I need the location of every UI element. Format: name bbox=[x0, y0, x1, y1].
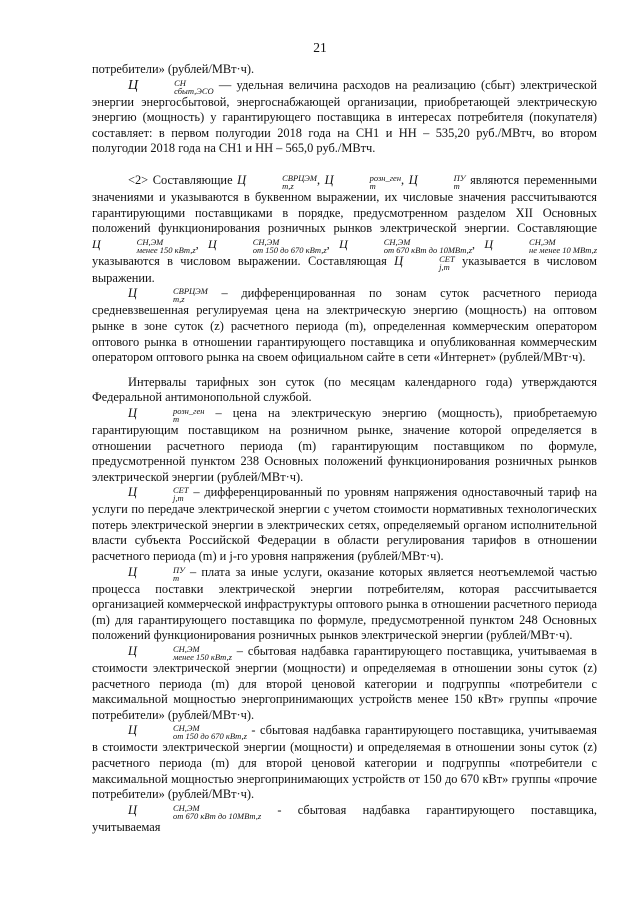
formula-symbol-snem-670-10: Ц СН,ЭМ от 670 кВт до 10МВт,z bbox=[128, 802, 262, 821]
formula-symbol-rozn-gen: Ц розн_ген m bbox=[324, 172, 402, 191]
document-body bbox=[92, 62, 597, 835]
paragraph-svrcem: Ц СВРЦЭМ m,z – дифференцированная по зонам суток расчетного периода средневзвешенная регулируемая цена на электрическую энергию (мощность) на оптовом рынке в зоне суток (z) расчетного периода (m), определенная коммерческим оператором оптового рынка в отношении гарантирующего поставщика и опубликованная коммерческим оператором оптового рынка на своем официальном сайте в сети «Интернет» (рублей/МВт·ч). bbox=[92, 286, 597, 365]
paragraph-rozn-gen: Ц розн_ген m – цена на электрическую энергию (мощность), приобретаемую гарантирующим поставщиком на розничном рынке, значение которой определяется в отношении расчетного периода (m) гарантирующим поставщиком по формуле, предусмотренной пунктом 238 Основных положений функционирования розничных рынков электрической энергии (рублей/МВт·ч). bbox=[92, 405, 597, 484]
formula-symbol-ts-sbyt-eso: Ц СН сбыт,ЭСО bbox=[128, 77, 214, 96]
paragraph-note-2: <2> Составляющие Ц СВРЦЭМ m,z , Ц розн_ген m , Ц ПУ m являются переменными значениями и указываются в буквенном выражении, их числовые значения рассчитываются гарантирующими поставщиками в порядке, предусмотренном разделом XII Основных положений функционирования розничных рынков электрической энергии. Составляющие Ц СН,ЭМ менее 150 кВт,z , Ц СН,ЭМ от 150 до 670 кВт,z , Ц СН,ЭМ от 670 кВт до 10МВт,z , Ц СН,ЭМ не менее 10 МВт,z указываются в числовом выражении. Составляющая Ц СЕТ j,m указывается в числовом выражении. bbox=[92, 172, 598, 285]
formula-symbol-row: Ц СН,ЭМ менее 150 кВт,z , Ц СН,ЭМ от 150 до 670 кВт,z , Ц СН,ЭМ от 670 кВт до 10МВт,z , Ц СН,ЭМ не менее 10 МВт,z bbox=[92, 236, 598, 255]
paragraph-pu: Ц ПУ m – плата за иные услуги, оказание которых является неотъемлемой частью процесса поставки электрической энергии потребителям, которая рассчитывается организацией коммерческой инфраструктуры оптового рынка в отношении расчетного периода (m) для гарантирующего поставщика по формуле, предусмотренной пунктом 248 Основных положений функционирования розничных рынков электрической энергии (рублей/МВт·ч). bbox=[92, 564, 597, 643]
paragraph-sbyt-eso: Ц СН сбыт,ЭСО — удельная величина расходов на реализацию (сбыт) электрической энергии энергосбытовой, энергоснабжающей организации, приобретающей электрическую энергию (мощность) у гарантирующего поставщика в интересах потребителя (покупателя) составляет: в первом полугодии 2018 года на СН1 и НН – 535,20 руб./МВтч, во втором полугодии 2018 года на СН1 и НН – 565,0 руб./МВтч. bbox=[92, 77, 597, 156]
paragraph-snem-150-670: Ц СН,ЭМ от 150 до 670 кВт,z - сбытовая надбавка гарантирующего поставщика, учитываемая в стоимости электрической энергии (мощности) и определяемая в отношении зоны суток (z) расчетного периода (m) для второй ценовой категории и подгруппы «потребители с максимальной мощностью энергопринимающих устройств от 150 до 670 кВт» группы «прочие потребители» (рублей/МВт·ч). bbox=[92, 723, 597, 802]
formula-symbol-svrcem: Ц СВРЦЭМ m,z bbox=[237, 172, 317, 191]
formula-symbol-set-def: Ц СЕТ j,m bbox=[128, 485, 189, 504]
formula-symbol-snem-lt150: Ц СН,ЭМ менее 150 кВт,z bbox=[128, 644, 232, 663]
paragraph-zones: Интервалы тарифных зон суток (по месяцам календарного года) утверждаются Федеральной антимонопольной службой. bbox=[92, 374, 597, 405]
paragraph-snem-670-10: Ц СН,ЭМ от 670 кВт до 10МВт,z - сбытовая надбавка гарантирующего поставщика, учитываемая bbox=[92, 802, 597, 834]
paragraph-snem-lt150: Ц СН,ЭМ менее 150 кВт,z – сбытовая надбавка гарантирующего поставщика, учитываемая в стоимости электрической энергии (мощности) и определяемая в отношении зоны суток (z) расчетного периода (m) для второй ценовой категории и подгруппы «потребители с максимальной мощностью энергопринимающих устройств менее 150 кВт» группы «прочие потребители» (рублей/МВт·ч). bbox=[92, 644, 597, 722]
formula-symbol-svrcem-def: Ц СВРЦЭМ m,z bbox=[128, 286, 208, 305]
page-number: 21 bbox=[313, 40, 327, 55]
paragraph-set: Ц СЕТ j,m – дифференцированный по уровням напряжения одноставочный тариф на услуги по передаче электрической энергии с учетом стоимости нормативных технологических потерь электрической энергии в электрических сетях, определяемый органом исполнительной власти субъекта Российской Федерации в области регулирования тарифов в отношении расчетного периода (m) и j-го уровня напряжения (рублей/МВт·ч). bbox=[92, 485, 597, 564]
formula-symbol-pu: Ц ПУ m bbox=[408, 172, 466, 191]
formula-symbol-pu-def: Ц ПУ m bbox=[128, 564, 185, 583]
paragraph-consumers-tail: потребители» (рублей/МВт·ч). bbox=[92, 62, 255, 76]
formula-symbol-snem-150-670: Ц СН,ЭМ от 150 до 670 кВт,z bbox=[128, 723, 247, 742]
formula-symbol-set: Ц СЕТ j,m bbox=[394, 253, 455, 272]
formula-symbol-rozn-gen-def: Ц розн_ген m bbox=[128, 405, 205, 424]
